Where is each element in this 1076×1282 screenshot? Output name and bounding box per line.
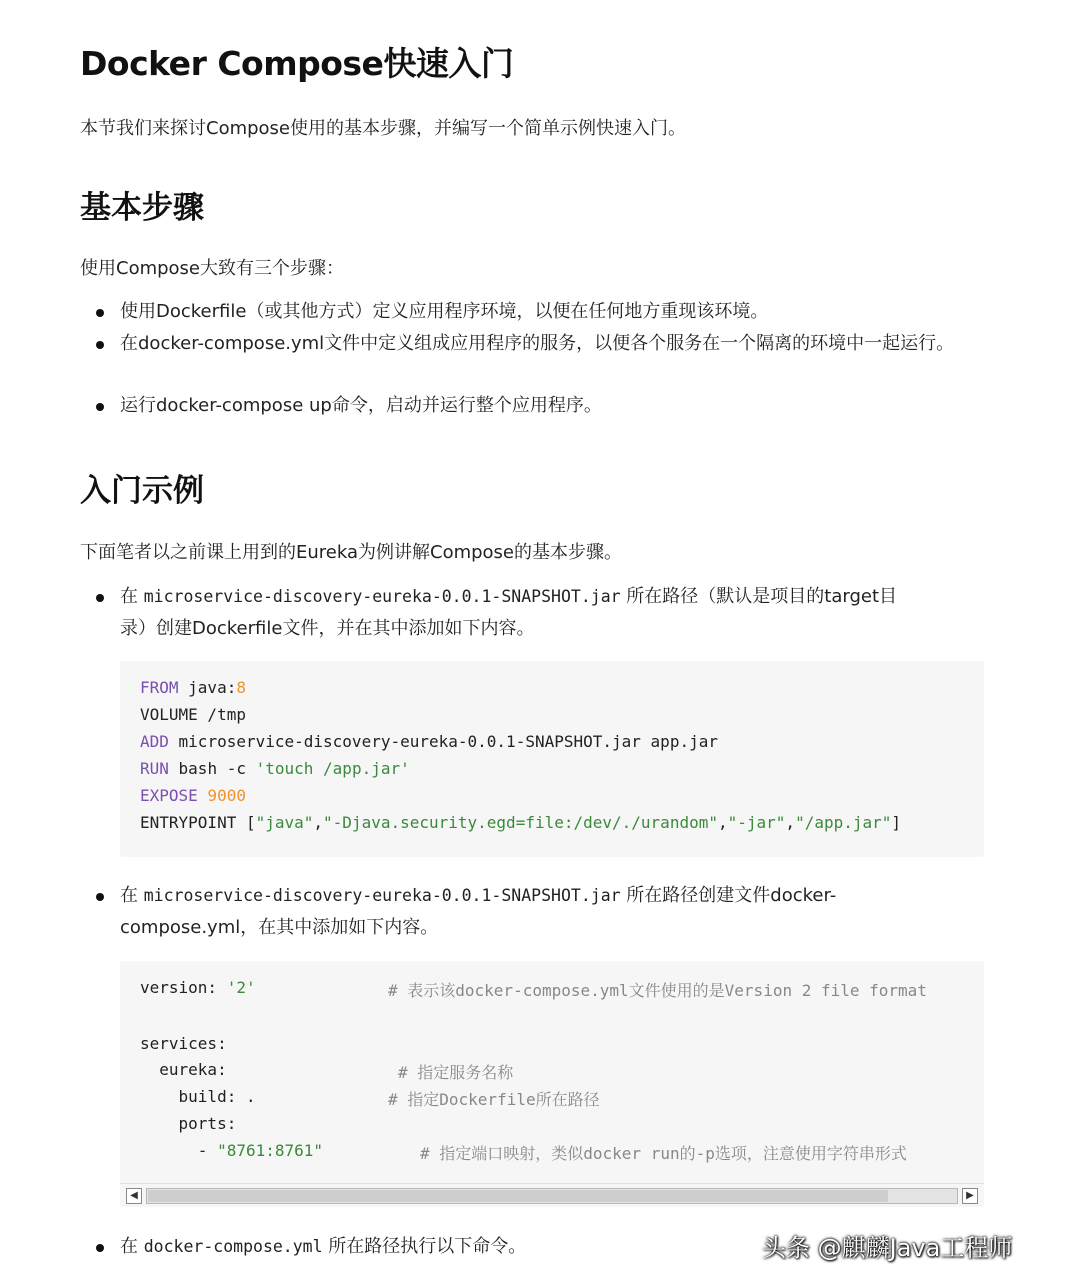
- code-string: '2': [226, 978, 256, 997]
- code-comment: # 指定Dockerfile所在路径: [388, 1090, 600, 1109]
- list-item: 在docker-compose.yml文件中定义组成应用程序的服务，以便各个服务在一个隔离的环境中一起运行。: [120, 333, 955, 354]
- list-item: 使用Dockerfile（或其他方式）定义应用程序环境，以便在任何地方重现该环境。: [120, 301, 769, 322]
- code-comment: # 指定服务名称: [398, 1063, 514, 1082]
- step-prefix: 在: [120, 885, 144, 906]
- step-suffix: 所在路径执行以下命令。: [322, 1236, 527, 1257]
- code-text: -: [140, 1141, 218, 1160]
- code-line: eureka:: [140, 1060, 227, 1079]
- code-text: microservice-discovery-eureka-0.0.1-SNAPSHOT.jar app.jar: [168, 732, 718, 751]
- getting-started-lead: 下面笔者以之前课上用到的Eureka为例讲解Compose的基本步骤。: [80, 542, 623, 563]
- code-keyword: RUN: [140, 759, 169, 778]
- code-key: version:: [140, 978, 227, 997]
- code-keyword: FROM: [140, 678, 179, 697]
- list-item-step3: [120, 1231, 526, 1263]
- step-suffix: 所在路径（默认是项目的target目: [620, 586, 898, 607]
- list-item-step1-line2: 录）创建Dockerfile文件，并在其中添加如下内容。: [120, 618, 535, 639]
- code-string: "/app.jar": [795, 813, 892, 832]
- code-line: build: .: [140, 1087, 256, 1106]
- code-line: [140, 978, 256, 997]
- code-comment: # 指定端口映射，类似docker run的-p选项，注意使用字符串形式: [420, 1144, 907, 1163]
- code-text: ]: [891, 813, 902, 832]
- basic-steps-lead: 使用Compose大致有三个步骤：: [80, 258, 345, 279]
- code-string: "8761:8761": [217, 1141, 324, 1160]
- code-string: "-Djava.security.egd=file:/dev/./urandom": [323, 813, 718, 832]
- intro-paragraph: 本节我们来探讨Compose使用的基本步骤，并编写一个简单示例快速入门。: [80, 118, 687, 139]
- bullet-icon: [96, 893, 104, 901]
- list-item-step1-line1: [120, 581, 897, 613]
- code-line: [140, 759, 410, 778]
- code-number: 9000: [197, 786, 246, 805]
- list-item: 运行docker-compose up命令，启动并运行整个应用程序。: [120, 395, 602, 416]
- inline-code-jar: microservice-discovery-eureka-0.0.1-SNAPSHOT.jar: [143, 587, 621, 606]
- code-number: 8: [236, 678, 246, 697]
- code-line: [140, 813, 901, 832]
- code-string: "java": [255, 813, 314, 832]
- horizontal-scrollbar[interactable]: [120, 1183, 984, 1207]
- step-suffix: 所在路径创建文件docker-: [620, 885, 837, 906]
- list-item-step2-line1: [120, 880, 836, 912]
- list-item-step2-line2: compose.yml，在其中添加如下内容。: [120, 917, 439, 938]
- page-title: Docker Compose快速入门: [80, 44, 514, 83]
- scrollbar-track[interactable]: [146, 1188, 958, 1204]
- code-string: "-jar": [727, 813, 786, 832]
- step-prefix: 在: [120, 1236, 144, 1257]
- bullet-icon: [96, 1244, 104, 1252]
- bullet-icon: [96, 309, 104, 317]
- section-heading-getting-started: 入门示例: [80, 473, 204, 509]
- code-line: [140, 786, 246, 805]
- code-line: services:: [140, 1034, 227, 1053]
- code-text: java:: [178, 678, 237, 697]
- code-line: [140, 678, 246, 697]
- code-comment: # 表示该docker-compose.yml文件使用的是Version 2 file format: [388, 981, 927, 1000]
- code-text: bash -c: [168, 759, 256, 778]
- bullet-icon: [96, 403, 104, 411]
- inline-code-compose-file: docker-compose.yml: [143, 1237, 323, 1256]
- scrollbar-thumb[interactable]: [148, 1190, 888, 1202]
- code-line: ports:: [140, 1114, 237, 1133]
- section-heading-basic-steps: 基本步骤: [80, 190, 204, 226]
- code-keyword: ADD: [140, 732, 169, 751]
- inline-code-jar: microservice-discovery-eureka-0.0.1-SNAPSHOT.jar: [143, 886, 621, 905]
- compose-code-block: [120, 961, 984, 1183]
- scroll-left-arrow-icon[interactable]: ◀: [126, 1188, 142, 1204]
- code-text: ,: [313, 813, 324, 832]
- code-line: [140, 1141, 323, 1160]
- bullet-icon: [96, 341, 104, 349]
- code-line: VOLUME /tmp: [140, 705, 246, 724]
- code-text: ENTRYPOINT [: [140, 813, 256, 832]
- watermark: 头条 @麒麟Java工程师: [762, 1234, 1013, 1262]
- step-prefix: 在: [120, 586, 144, 607]
- scroll-right-arrow-icon[interactable]: ▶: [962, 1188, 978, 1204]
- code-text: ,: [785, 813, 796, 832]
- code-line: [140, 732, 718, 751]
- code-string: 'touch /app.jar': [255, 759, 410, 778]
- code-text: ,: [717, 813, 728, 832]
- bullet-icon: [96, 594, 104, 602]
- code-keyword: EXPOSE: [140, 786, 198, 805]
- dockerfile-code-block: [120, 661, 984, 857]
